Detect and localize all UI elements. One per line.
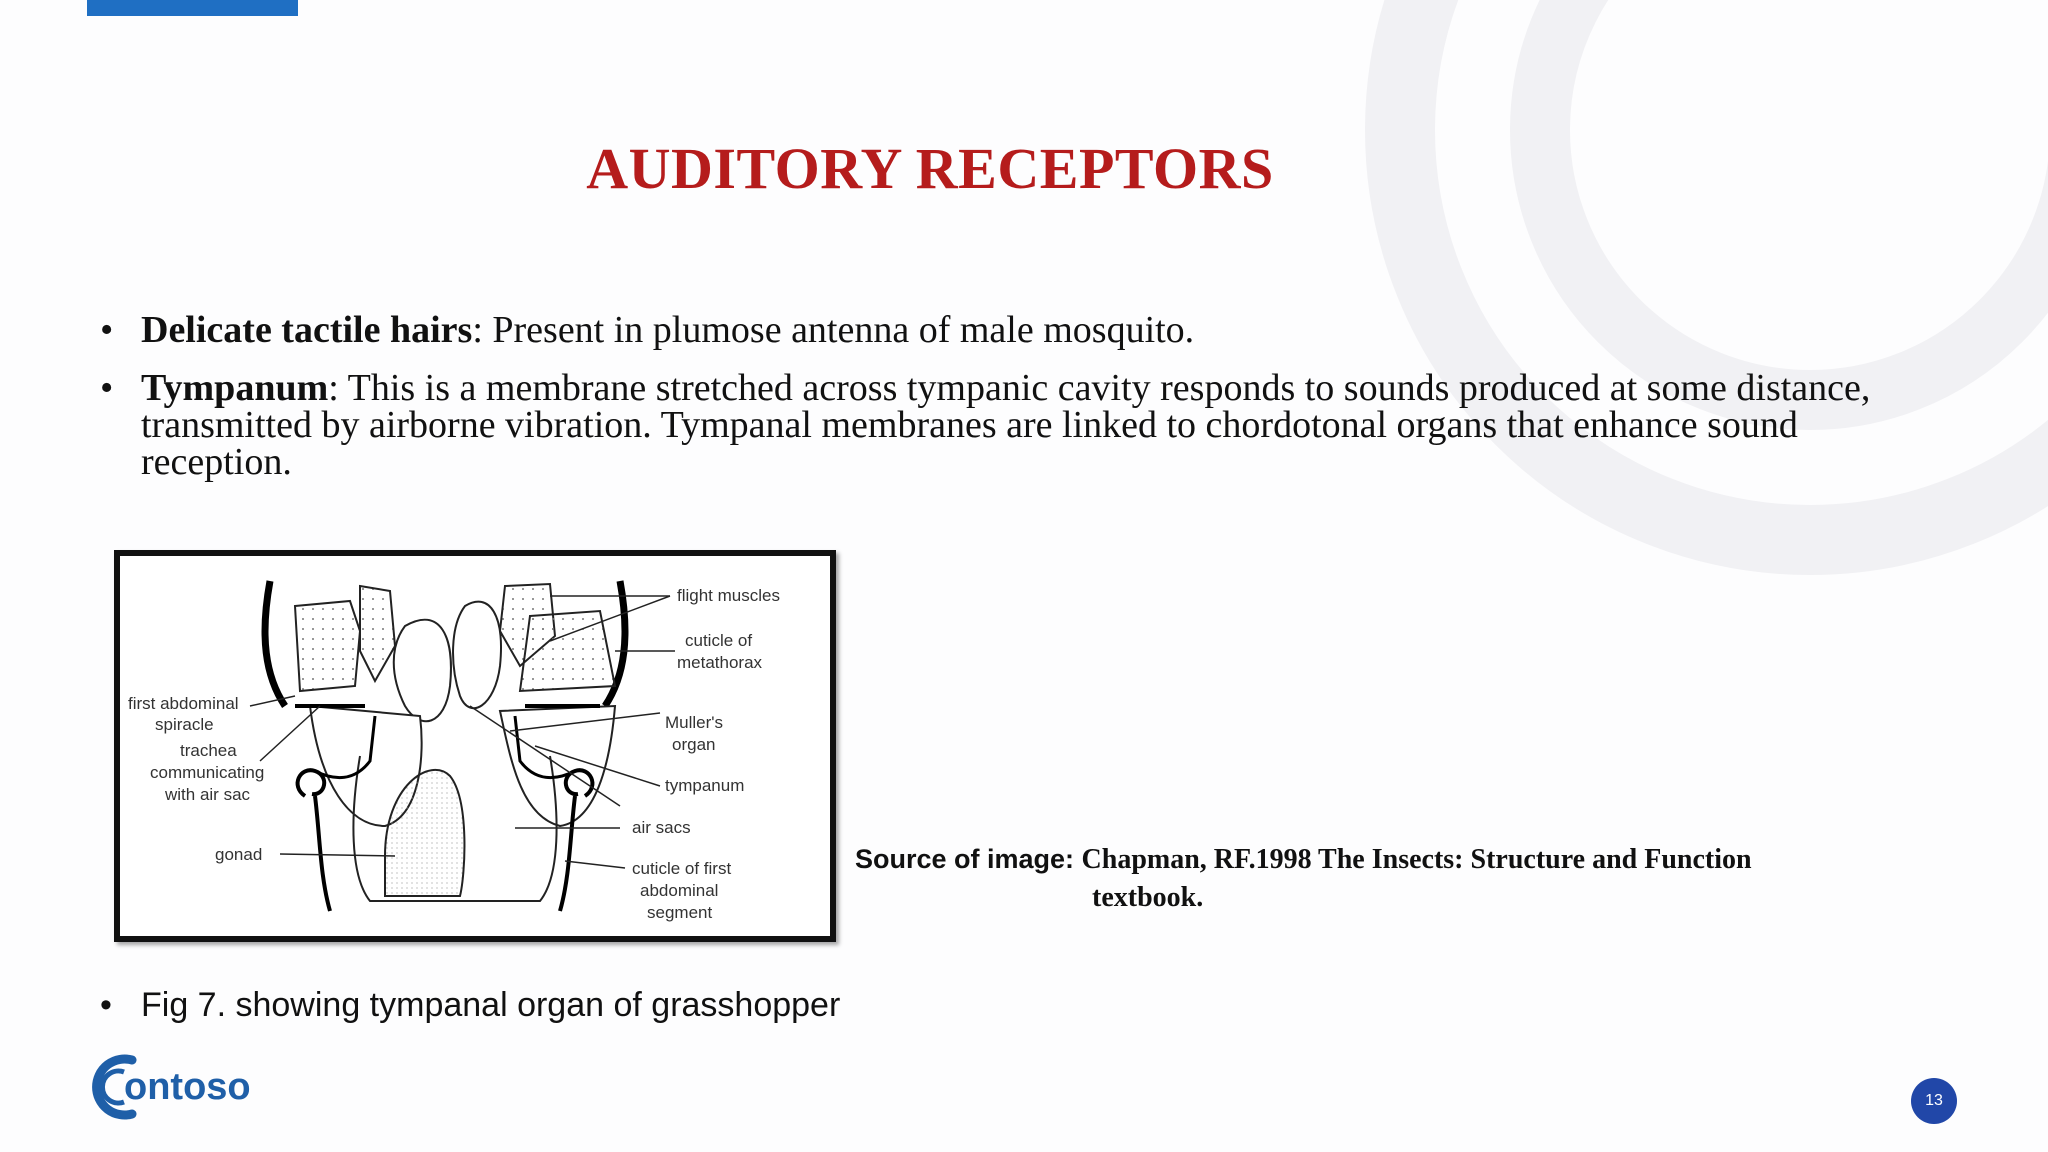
figure-drawing — [120, 556, 830, 936]
label-gonad: gonad — [215, 845, 263, 864]
source-citation: Chapman, RF.1998 The Insects: Structure and Function — [1081, 844, 1752, 875]
image-source-credit — [855, 840, 1855, 917]
label-mullers-organ: Muller's — [665, 713, 724, 732]
accent-bar — [87, 0, 298, 16]
caption-text: Fig 7. showing tympanal organ of grasshopper — [141, 986, 841, 1024]
label-cuticle-first-abdominal: cuticle of first — [632, 859, 732, 878]
label-tympanum: tympanum — [665, 776, 745, 795]
bullet-dot: • — [100, 986, 112, 1024]
label-cuticle-metathorax: metathorax — [677, 653, 763, 672]
label-cuticle-metathorax: cuticle of — [685, 631, 753, 650]
bullet-text: : Present in plumose antenna of male mosquito. — [472, 309, 1195, 351]
source-citation-cont: textbook. — [1092, 882, 1204, 913]
label-trachea: trachea — [180, 741, 237, 760]
page-number-badge: 13 — [1911, 1078, 1957, 1124]
bullet-dot: • — [100, 309, 114, 351]
label-cuticle-first-abdominal: abdominal — [640, 881, 719, 900]
bullet-term: Tympanum — [141, 367, 329, 409]
label-air-sacs: air sacs — [632, 818, 691, 837]
source-lead: Source of image: — [855, 844, 1082, 874]
label-flight-muscles: flight muscles — [677, 586, 780, 605]
label-trachea: with air sac — [165, 785, 251, 804]
background-watermark — [1200, 0, 2048, 600]
contoso-logo — [84, 1052, 284, 1122]
label-trachea: communicating — [150, 763, 265, 782]
label-mullers-organ: organ — [672, 735, 716, 754]
bullet-text: : This is a membrane stretched across tympanic cavity responds to sounds produced at some distance, transmitted by airborne vibration. Tympanal membranes are linked to chordotonal organs that enhance sound reception. — [141, 367, 1871, 483]
label-first-abdominal-spiracle: first abdominal — [128, 694, 239, 713]
label-cuticle-first-abdominal: segment — [647, 903, 713, 922]
label-first-abdominal-spiracle: spiracle — [155, 715, 214, 734]
bullet-dot: • — [100, 367, 114, 409]
slide-title: AUDITORY RECEPTORS — [586, 136, 1274, 201]
logo-wordmark: ontoso — [124, 1066, 251, 1108]
tympanal-organ-figure — [114, 550, 836, 942]
bullet-term: Delicate tactile hairs — [141, 309, 473, 351]
